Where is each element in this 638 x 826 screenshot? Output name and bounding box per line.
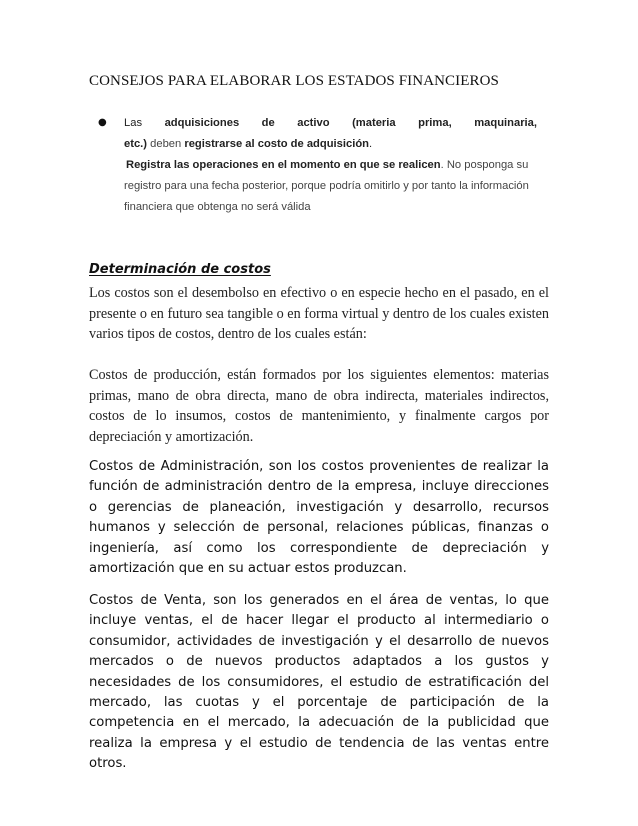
paragraph-costs-intro: Los costos son el desembolso en efectivo o en especie hecho en el pasado, en el presente o en futuro sea tangible o en forma virtual y dentro de los cuales existen varios tipos de costos, dentro de los cuales están: bbox=[89, 285, 549, 342]
bullet-line-3: Registra las operaciones en el momento en que se realicen. No posponga su bbox=[126, 159, 529, 171]
bullet-line-2: etc.) deben registrarse al costo de adquisición. bbox=[124, 138, 373, 150]
bullet-line-1: Las adquisiciones de activo (materia prima, maquinaria, bbox=[124, 117, 537, 129]
bullet-icon: ● bbox=[98, 117, 107, 128]
paragraph-administration-costs: Costos de Administración, son los costos provenientes de realizar la función de administración dentro de la empresa, incluye direcciones o gerencias de planeación, investigación y desarrollo, recursos humanos y selección de personal, relaciones públicas, finanzas o ingeniería, así como los correspondiente de depreciación y amortización que en su actuar estos produzcan. bbox=[89, 459, 549, 577]
document-title: CONSEJOS PARA ELABORAR LOS ESTADOS FINANCIEROS bbox=[89, 73, 500, 89]
paragraph-production-costs: Costos de producción, están formados por los siguientes elementos: materias primas, mano de obra directa, mano de obra indirecta, materiales indirectos, costos de lo insumos, costos de mantenimiento, y finalmente cargos por depreciación y amortización. bbox=[89, 367, 549, 445]
bullet-line-4: registro para una fecha posterior, porque podría omitirlo y por tanto la información bbox=[124, 180, 529, 192]
paragraph-sales-costs: Costos de Venta, son los generados en el área de ventas, lo que incluye ventas, el de hacer llegar el producto al intermediario o consumidor, actividades de investigación y el desarrollo de nuevos mercados o de nuevos productos adaptados a los gustos y necesidades de los consumidores, el estudio de estratificación del mercado, las cuotas y el porcentaje de participación de la competencia en el mercado, la adecuación de la publicidad que realiza la empresa y el estudio de tendencia de las ventas entre otros. bbox=[89, 593, 549, 772]
bullet-text bbox=[124, 113, 537, 218]
section-heading: Determinación de costos bbox=[89, 262, 271, 277]
bullet-line-5: financiera que obtenga no será válida bbox=[124, 201, 311, 213]
